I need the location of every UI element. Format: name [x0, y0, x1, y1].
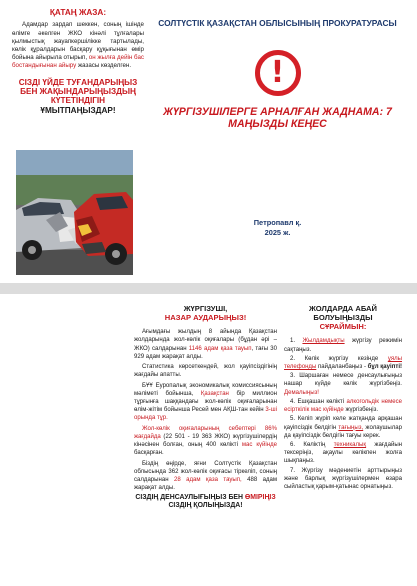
leaflet-cover-page: [0, 0, 417, 283]
penalty-text: Адамдар зардап шеккен, соның ішінде өлімге әкелген ЖКО кінәлі тұлғалары қылмыстық жауапкершілікке тартылады, көлік құралдарын басқару құқығынан өмір бойына айырыла отырып, он жылға дейін бас бостандығынан айыру жазасы көзделген.: [12, 21, 144, 70]
penalty-heading: ҚАТАҢ ЖАЗА:: [49, 8, 107, 17]
exclamation-circle-icon: !: [255, 50, 301, 96]
driver-heading-red: НАЗАР АУДАРЫҢЫЗ!: [164, 313, 247, 323]
tip-item-7: 7. Жүргізу мәдениетін арттырыңыз және барлық жүргізушілермен өзара сыйластық қарым-қатынас орнатыңыз.: [284, 467, 402, 491]
family-reminder-heading: СІЗДІ ҮЙДЕ ТУҒАНДАРЫҢЫЗ БЕН ЖАҚЫНДАРЫҢЫЗДЫҢ КҮТЕТІНДІГІН: [18, 77, 138, 106]
tips-heading: ЖОЛДАРДА АБАЙ БОЛУЫҢЫЗДЫ: [309, 304, 377, 323]
tips-list: [284, 337, 402, 491]
accident-stats-paragraph: Ағымдағы жылдың 8 айында Қазақстан жолдарында жол-көлік оқиғалары (бұдан әрі – ЖКО) салдарынан 1146 адам қаза тауып, тағы 30 929 адам жарақат алды.: [134, 329, 277, 360]
cover-column: [150, 8, 405, 238]
region-paragraph: Біздің өңірде, яғни Солтүстік Қазақстан облысында 362 жол-көлік оқиғасы тіркеліп, соның салдарынан 28 адам қаза тауып, 488 адам жарақат алды.: [134, 460, 277, 492]
family-reminder-heading-end: ҰМЫТПАҢЫЗДАР!: [40, 105, 116, 115]
organization-name: СОЛТҮСТІК ҚАЗАҚСТАН ОБЛЫСЫНЫҢ ПРОКУРАТУРАСЫ: [158, 18, 397, 28]
penalty-column: [12, 8, 144, 115]
statistics-paragraph: Статистика көрсеткендей, жол қауіпсіздігінің жағдайы апатты.: [134, 364, 277, 379]
tips-heading-red: СҰРАЙМЫН:: [319, 322, 367, 332]
car-crash-illustration: [16, 150, 133, 275]
page-separator: [0, 283, 417, 294]
tip-item-5: 5. Келіп жүріп келе жатқанда арқашан қауіпсіздік белдігін тағыңыз, жолаушылар да қауіпсіздік белдігін тағуы керек.: [284, 416, 402, 439]
tip-item-6: 6. Көліктің техникалық жағдайын тексеріңіз, ақаулы көлікпен жолға шықпаңыз.: [284, 441, 403, 465]
tip-item-3: 3. Шаршаған немесе денсаулығыңыз нашар күйде көлік жүргізбеңіз. Демалыңыз!: [284, 373, 402, 396]
tip-item-2: 2. Көлік жүргізу кезінде ұялы телефонды пайдаланбаңыз - бұл қауіпті!: [284, 355, 403, 370]
publication-year: 2025 ж.: [264, 228, 291, 238]
leaflet-title: ЖҮРГІЗУШІЛЕРГЕ АРНАЛҒАН ЖАДНАМА: 7 МАҢЫЗДЫ КЕҢЕС: [163, 106, 392, 131]
un-commission-paragraph: БҰҰ Еуропалық экономикалық комиссиясының мәліметі бойынша, Қазақстан бір миллион тұрғынға шаққандағы жол-көлік оқиғаларынан өлім-жітім бойынша Ресей мен АҚШ-тан кейін 3-ші орында тұр.: [134, 382, 278, 422]
car-crash-photo: [16, 150, 133, 275]
leaflet-inner-page: [0, 294, 417, 586]
city-name: Петропавл қ.: [253, 218, 302, 228]
driver-heading: ЖҮРГІЗУШІ,: [183, 304, 228, 313]
tips-column: [284, 304, 402, 491]
statistics-column: [134, 304, 277, 510]
causes-paragraph: Жол-көлік оқиғаларының себептері 86% жағдайда (22 501 - 19 363 ЖКО) жүргізушілердің кінәсінен болған, оның 400 көлікті мас күйінде басқарған.: [134, 425, 277, 457]
tip-item-1: 1. Жылдамдықты жүргізу режимін сақтаңыз.: [284, 338, 402, 353]
tip-item-4: 4. Ешқашан көлікті алкогольдік немесе есірткілік мас күйінде жүргізбеңіз.: [284, 398, 402, 414]
health-footer: СІЗДІҢ ДЕНСАУЛЫҒЫҢЫЗ БЕН ӨМІРІҢІЗ СІЗДІҢ ҚОЛЫҢЫЗДА!: [135, 494, 276, 510]
